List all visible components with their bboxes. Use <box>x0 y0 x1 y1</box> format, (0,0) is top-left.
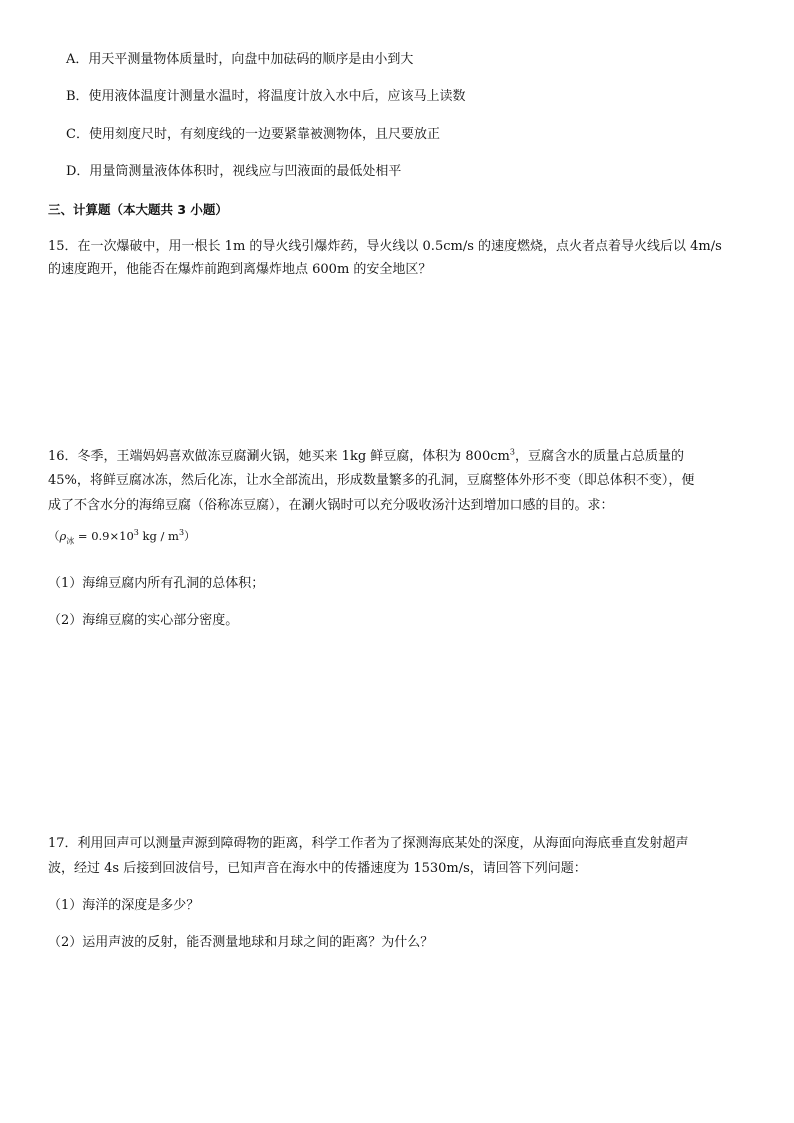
question-15-line-2: 的速度跑开，他能否在爆炸前跑到离爆炸地点 600m 的安全地区？ <box>48 262 432 277</box>
question-16-sub-1: （1）海绵豆腐内所有孔洞的总体积； <box>48 576 265 591</box>
question-16-line-1-text: 16．冬季，王端妈妈喜欢做冻豆腐涮火锅，她买来 1kg 鲜豆腐，体积为 800cm <box>48 449 510 464</box>
question-17-sub-2: （2）运用声波的反射，能否测量地球和月球之间的距离？为什么？ <box>48 935 434 950</box>
option-c: C．使用刻度尺时，有刻度线的一边要紧靠被测物体，且尺要放正 <box>66 127 440 142</box>
volume-exponent: 3 <box>509 447 515 457</box>
formula-rho: ρ <box>59 529 67 543</box>
option-a: A．用天平测量物体质量时，向盘中加砝码的顺序是由小到大 <box>66 52 414 67</box>
question-16-sub-2: （2）海绵豆腐的实心部分密度。 <box>48 613 239 628</box>
formula-close-paren: ） <box>184 529 196 543</box>
formula-value: = 0.9×10 <box>74 529 134 543</box>
question-17-line-2: 波，经过 4s 后接到回波信号，已知声音在海水中的传播速度为 1530m/s，请回答下列问题： <box>48 861 587 876</box>
question-15-line-1: 15．在一次爆破中，用一根长 1m 的导火线引爆炸药，导火线以 0.5cm/s 的速度燃烧，点火者点着导火线后以 4m/s <box>48 239 722 254</box>
question-16-line-1-tail: ，豆腐含水的质量占总质量的 <box>514 449 684 464</box>
question-17-sub-1: （1）海洋的深度是多少？ <box>48 898 200 913</box>
option-b: B．使用液体温度计测量水温时，将温度计放入水中后，应该马上读数 <box>66 89 466 104</box>
ice-density-formula <box>48 527 196 550</box>
question-17-line-1: 17．利用回声可以测量声源到障碍物的距离，科学工作者为了探测海底某处的深度，从海面向海底垂直发射超声 <box>48 836 689 851</box>
question-16-line-2: 45%，将鲜豆腐冰冻，然后化冻，让水全部流出，形成数量繁多的孔洞，豆腐整体外形不变（即总体积不变），便 <box>48 473 695 488</box>
question-16-line-3: 成了不含水分的海绵豆腐（俗称冻豆腐），在涮火锅时可以充分吸收汤汁达到增加口感的目的。求： <box>48 498 614 513</box>
formula-subscript: 冰 <box>66 536 75 546</box>
section-heading: 三、计算题（本大题共 3 小题） <box>48 202 228 217</box>
formula-unit: kg / m <box>138 529 179 543</box>
formula-open-paren: （ <box>48 529 60 543</box>
formula-unit-exponent: 3 <box>178 528 185 538</box>
question-16-line-1 <box>48 448 684 466</box>
formula-exponent: 3 <box>133 528 139 538</box>
option-d: D．用量筒测量液体体积时，视线应与凹液面的最低处相平 <box>66 164 402 179</box>
